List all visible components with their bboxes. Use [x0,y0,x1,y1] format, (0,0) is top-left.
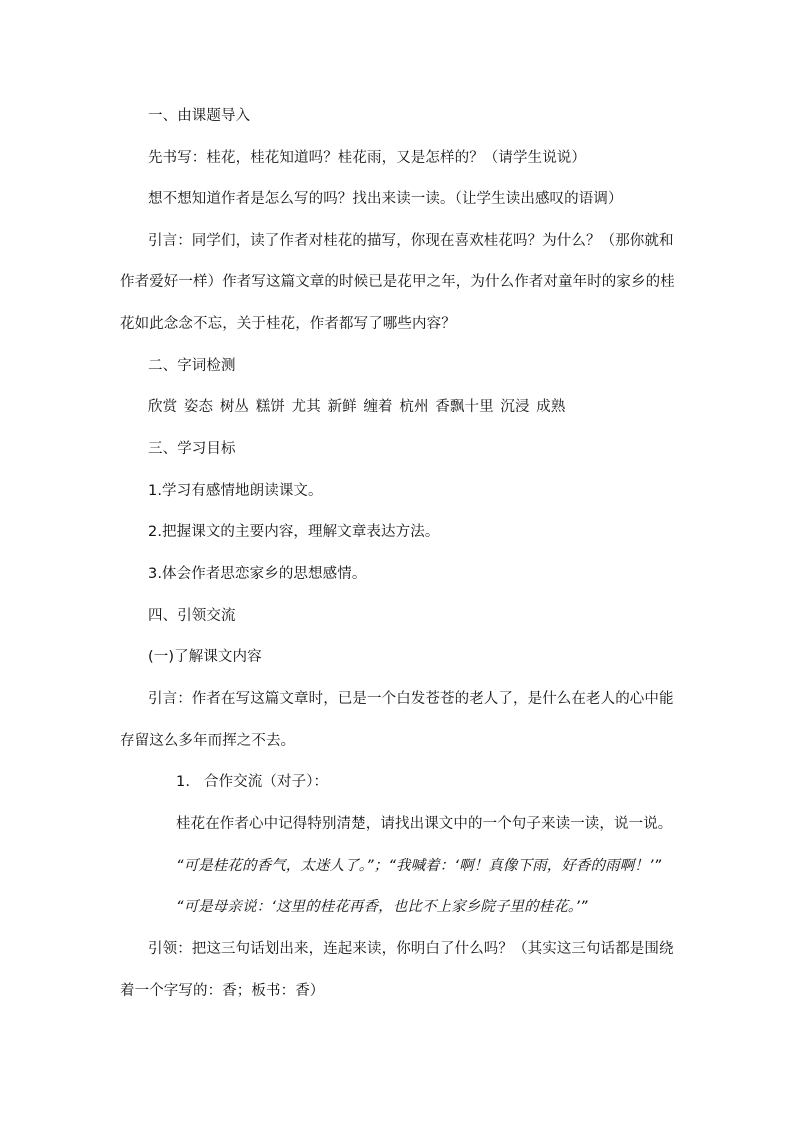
list-number: 1. [176,774,191,790]
paragraph-line: 想不想知道作者是怎么写的吗？找出来读一读。（让学生读出感叹的语调） [148,191,623,207]
vocabulary-list: 欣赏 姿态 树丛 糕饼 尤其 新鲜 缠着 杭州 香飘十里 沉浸 成熟 [148,399,566,415]
paragraph-line: 花如此念念不忘，关于桂花，作者都写了哪些内容？ [120,316,456,332]
list-item-heading: 合作交流（对子）： [204,774,329,790]
goal-item: 1.学习有感情地朗读课文。 [148,483,323,499]
goal-item: 3.体会作者思恋家乡的思想感情。 [148,566,367,582]
paragraph-line: 先书写：桂花，桂花知道吗？桂花雨，又是怎样的？（请学生说说） [148,150,586,166]
quotation-line: “可是桂花的香气，太迷人了。”；“我喊着：‘啊！真像下雨，好香的雨啊！’” [176,858,662,874]
section-heading-discussion: 四、引领交流 [148,608,236,624]
paragraph-line: 引言：同学们，读了作者对桂花的描写，你现在喜欢桂花吗？为什么？（那你就和 [148,233,674,249]
paragraph-line: 作者爱好一样）作者写这篇文章的时候已是花甲之年，为什么作者对童年时的家乡的桂 [120,274,675,290]
paragraph-line: 桂花在作者心中记得特别清楚，请找出课文中的一个句子来读一读，说一说。 [176,816,673,832]
subsection-heading: (一)了解课文内容 [148,649,262,665]
paragraph-line: 存留这么多年而挥之不去。 [120,733,296,749]
quotation-line: “可是母亲说：‘这里的桂花再香，也比不上家乡院子里的桂花。’” [176,899,588,915]
section-heading-intro: 一、由课题导入 [148,108,251,124]
paragraph-line: 引领：把这三句话划出来，连起来读，你明白了什么吗？（其实这三句话都是围绕 [148,941,674,957]
paragraph-line: 着一个字写的：香；板书：香） [120,983,325,999]
section-heading-vocabulary: 二、字词检测 [148,358,236,374]
paragraph-line: 引言：作者在写这篇文章时，已是一个白发苍苍的老人了，是什么在老人的心中能 [148,691,674,707]
section-heading-goals: 三、学习目标 [148,441,236,457]
goal-item: 2.把握课文的主要内容，理解文章表达方法。 [148,524,440,540]
